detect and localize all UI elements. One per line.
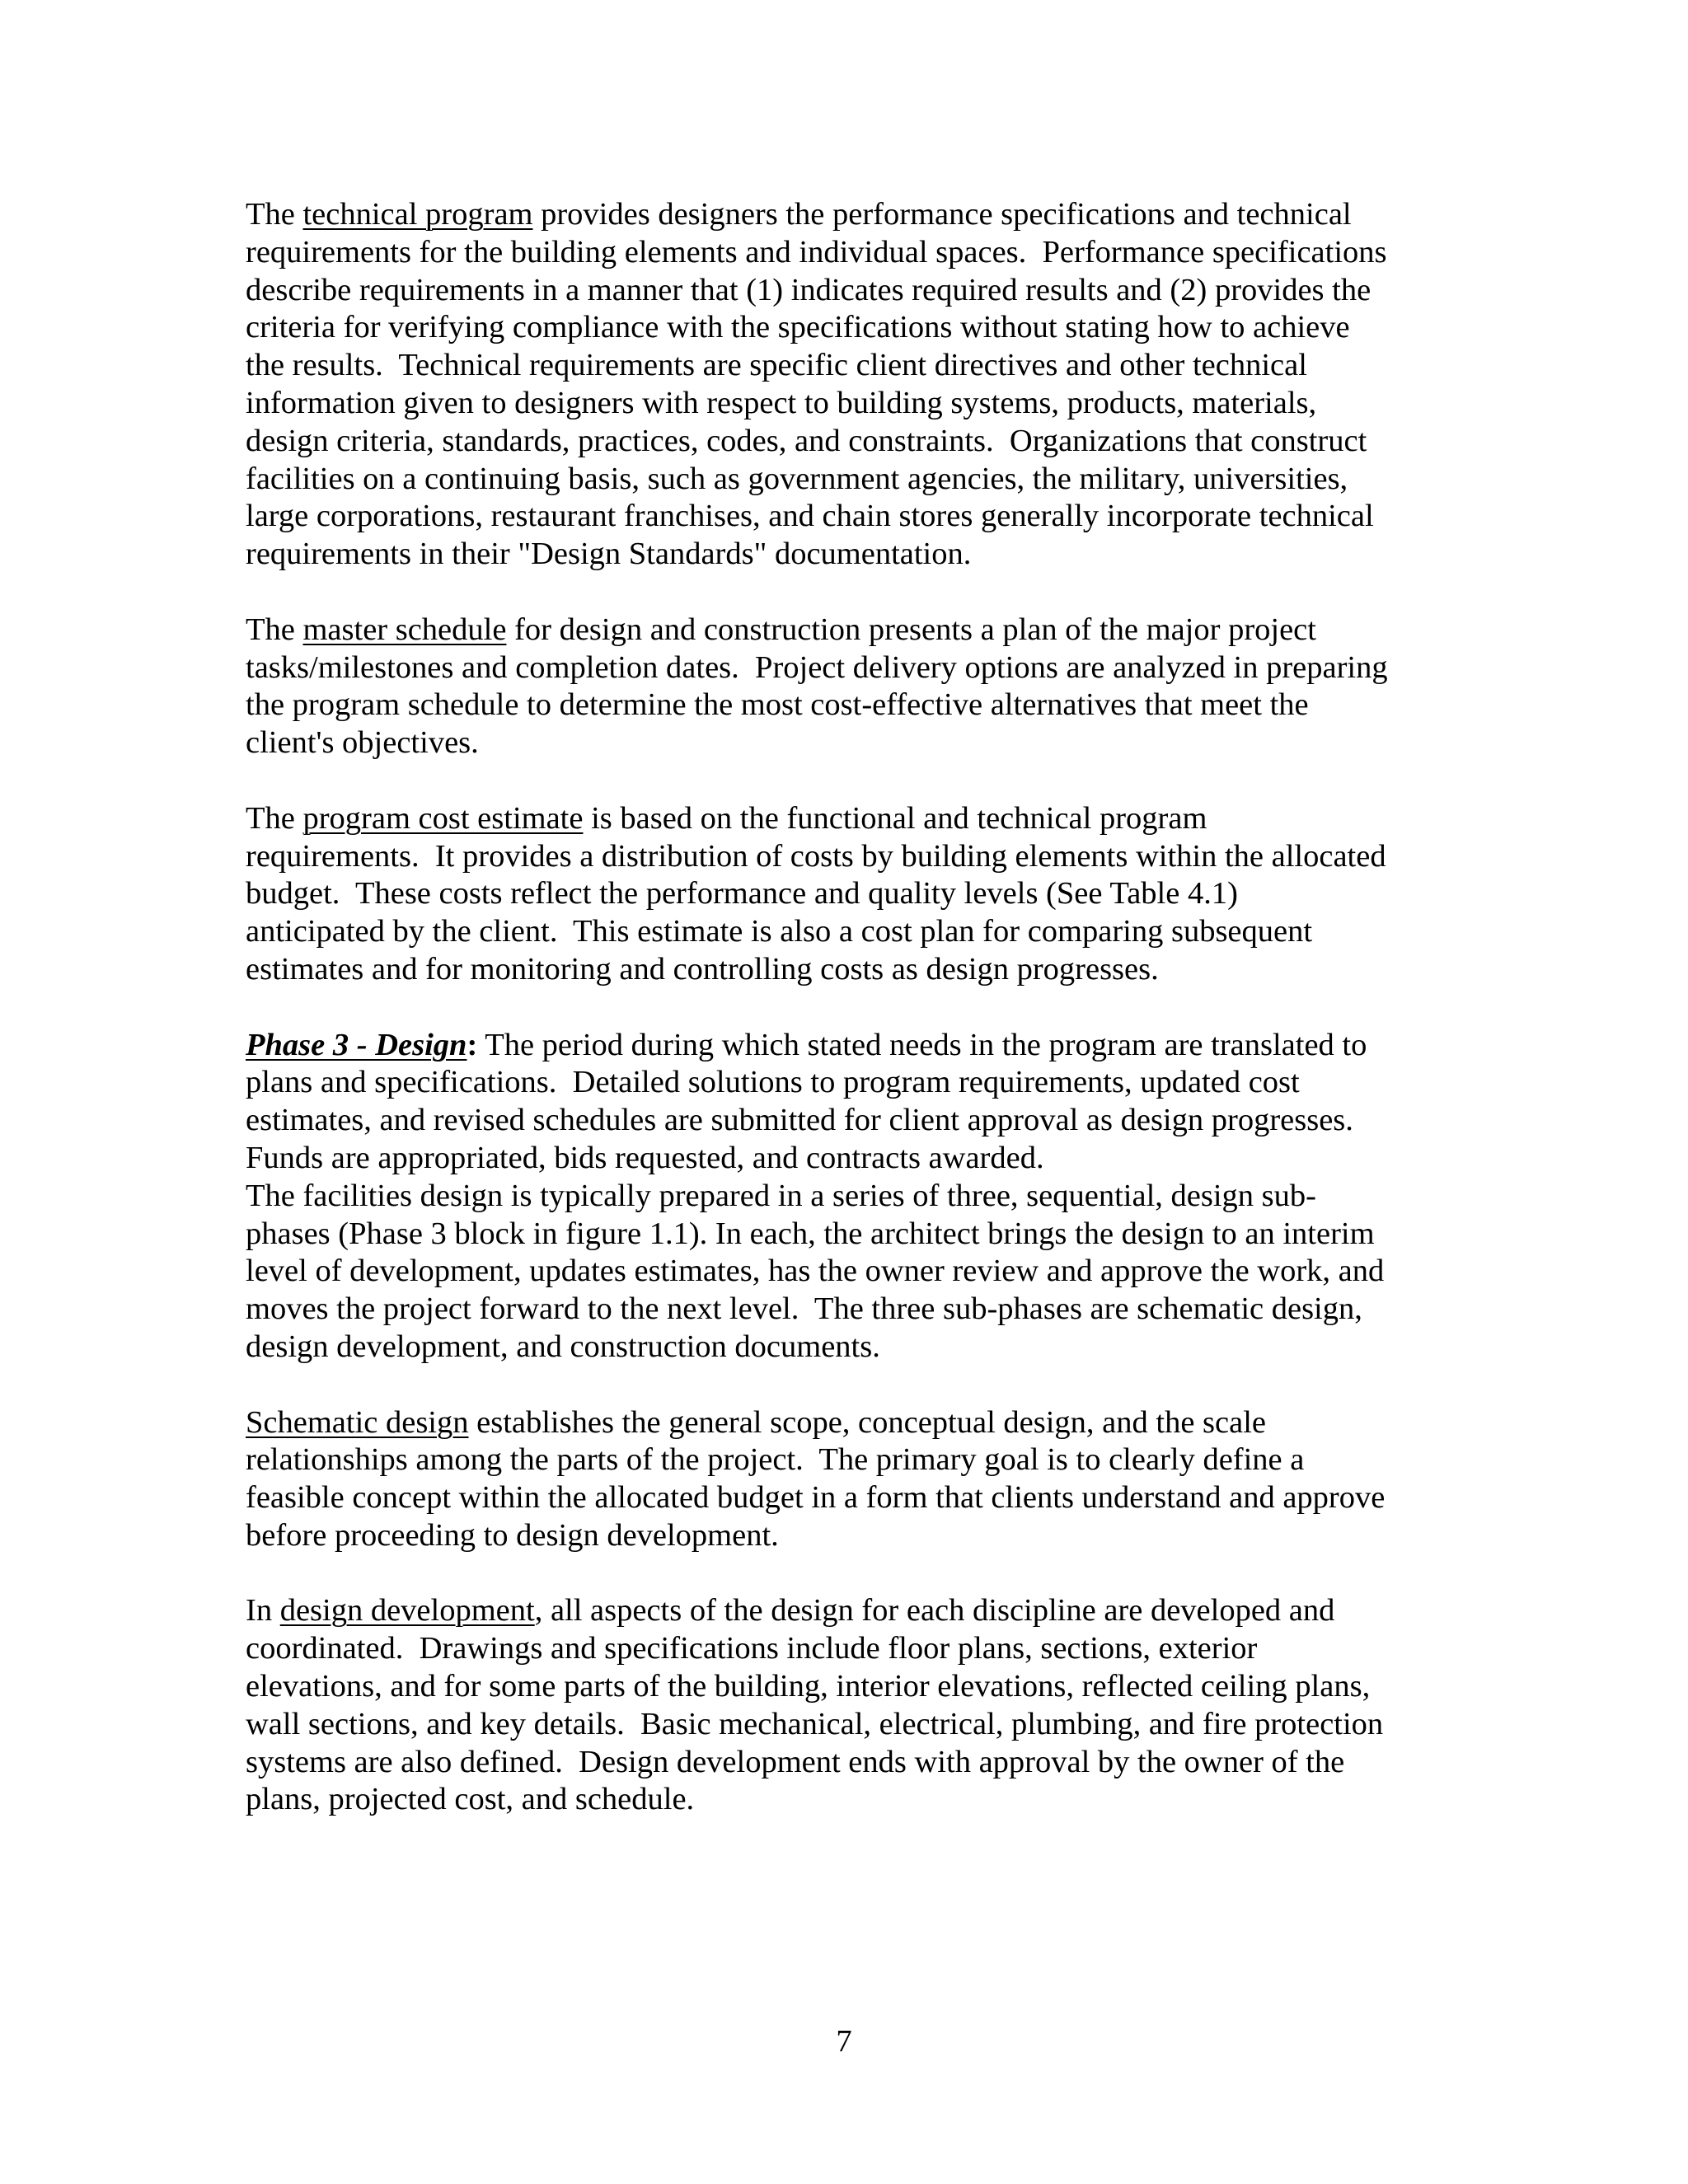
paragraph-gap (246, 574, 1449, 612)
text-span: provides designers the performance specifications and technical (532, 197, 1352, 232)
text-span: establishes the general scope, conceptual design, and the scale (468, 1404, 1266, 1440)
text-line: requirements in their "Design Standards" documentation. (246, 537, 972, 572)
paragraph-technical-program (246, 196, 1449, 574)
text-line: anticipated by the client. This estimate is also a cost plan for comparing subsequent (246, 914, 1313, 949)
paragraph-gap (246, 1555, 1449, 1593)
text-line: elevations, and for some parts of the building, interior elevations, reflected ceiling plans, (246, 1669, 1371, 1704)
text-line: moves the project forward to the next level. The three sub-phases are schematic design, (246, 1291, 1362, 1327)
text-line: criteria for verifying compliance with the specifications without stating how to achieve (246, 310, 1350, 345)
text-line (246, 1404, 1449, 1442)
text-line: requirements. It provides a distribution of costs by building elements within the allocated (246, 838, 1386, 874)
paragraph-design-development (246, 1592, 1449, 1819)
text-line: estimates, and revised schedules are submitted for client approval as design progresses. (246, 1103, 1353, 1138)
text-line: plans and specifications. Detailed solutions to program requirements, updated cost (246, 1065, 1300, 1100)
term-master-schedule: master schedule (302, 612, 507, 647)
term-technical-program: technical program (302, 197, 533, 232)
text-line: information given to designers with respect to building systems, products, materials, (246, 385, 1317, 420)
text-line: Funds are appropriated, bids requested, and contracts awarded. (246, 1140, 1044, 1175)
text-line: phases (Phase 3 block in figure 1.1). In each, the architect brings the design to an interim (246, 1216, 1375, 1251)
text-line: plans, projected cost, and schedule. (246, 1782, 695, 1817)
text-span: The period during which stated needs in the program are translated to (477, 1027, 1367, 1062)
heading-colon: : (467, 1027, 478, 1062)
text-line: the program schedule to determine the most cost-effective alternatives that meet the (246, 687, 1309, 723)
text-line: budget. These costs reflect the performance and quality levels (See Table 4.1) (246, 876, 1238, 912)
text-span: , all aspects of the design for each discipline are developed and (534, 1593, 1335, 1629)
text-line (246, 612, 1449, 649)
text-line: design criteria, standards, practices, codes, and constraints. Organizations that construct (246, 423, 1367, 458)
text-line (246, 1027, 1449, 1065)
term-schematic-design: Schematic design (246, 1404, 469, 1440)
text-line (246, 800, 1449, 838)
text-line: systems are also defined. Design development ends with approval by the owner of the (246, 1744, 1345, 1779)
paragraph-schematic-design (246, 1404, 1449, 1555)
text-line: feasible concept within the allocated budget in a form that clients understand and approve (246, 1480, 1386, 1516)
text-span: The (246, 612, 303, 647)
text-span: is based on the functional and technical program (583, 800, 1207, 836)
paragraph-gap (246, 989, 1449, 1027)
text-span: for design and construction presents a plan of the major project (506, 612, 1316, 647)
paragraph-gap (246, 1366, 1449, 1404)
text-line: client's objectives. (246, 725, 479, 761)
document-body (246, 196, 1449, 1819)
term-program-cost-estimate: program cost estimate (302, 800, 584, 836)
text-line: level of development, updates estimates, has the owner review and approve the work, and (246, 1254, 1385, 1289)
term-design-development: design development (279, 1593, 535, 1629)
text-line: before proceeding to design development. (246, 1517, 779, 1553)
text-span: The (246, 800, 303, 836)
text-line: describe requirements in a manner that (1) indicates required results and (2) provides the (246, 272, 1372, 307)
text-line: facilities on a continuing basis, such as government agencies, the military, universities, (246, 461, 1348, 496)
text-line: wall sections, and key details. Basic mechanical, electrical, plumbing, and fire protection (246, 1706, 1384, 1741)
section-heading: Phase 3 - Design (246, 1027, 467, 1062)
paragraph-phase-3-design (246, 1027, 1449, 1366)
text-line: tasks/milestones and completion dates. Project delivery options are analyzed in preparing (246, 649, 1388, 685)
paragraph-program-cost-estimate (246, 800, 1449, 989)
paragraph-gap (246, 762, 1449, 800)
page-number: 7 (836, 2024, 852, 2059)
text-line (246, 1592, 1449, 1630)
text-line: coordinated. Drawings and specifications include floor plans, sections, exterior (246, 1631, 1258, 1666)
text-line (246, 196, 1449, 234)
paragraph-master-schedule (246, 612, 1449, 762)
text-line: relationships among the parts of the project. The primary goal is to clearly define a (246, 1442, 1305, 1478)
text-span: In (246, 1593, 280, 1629)
text-line: The facilities design is typically prepared in a series of three, sequential, design sub- (246, 1178, 1316, 1213)
text-span: The (246, 197, 303, 232)
text-line: large corporations, restaurant franchises, and chain stores generally incorporate technical (246, 499, 1374, 534)
text-line: estimates and for monitoring and controlling costs as design progresses. (246, 951, 1159, 987)
text-line: requirements for the building elements and individual spaces. Performance specifications (246, 234, 1387, 269)
text-line: design development, and construction documents. (246, 1329, 880, 1364)
text-line: the results. Technical requirements are specific client directives and other technical (246, 348, 1307, 383)
